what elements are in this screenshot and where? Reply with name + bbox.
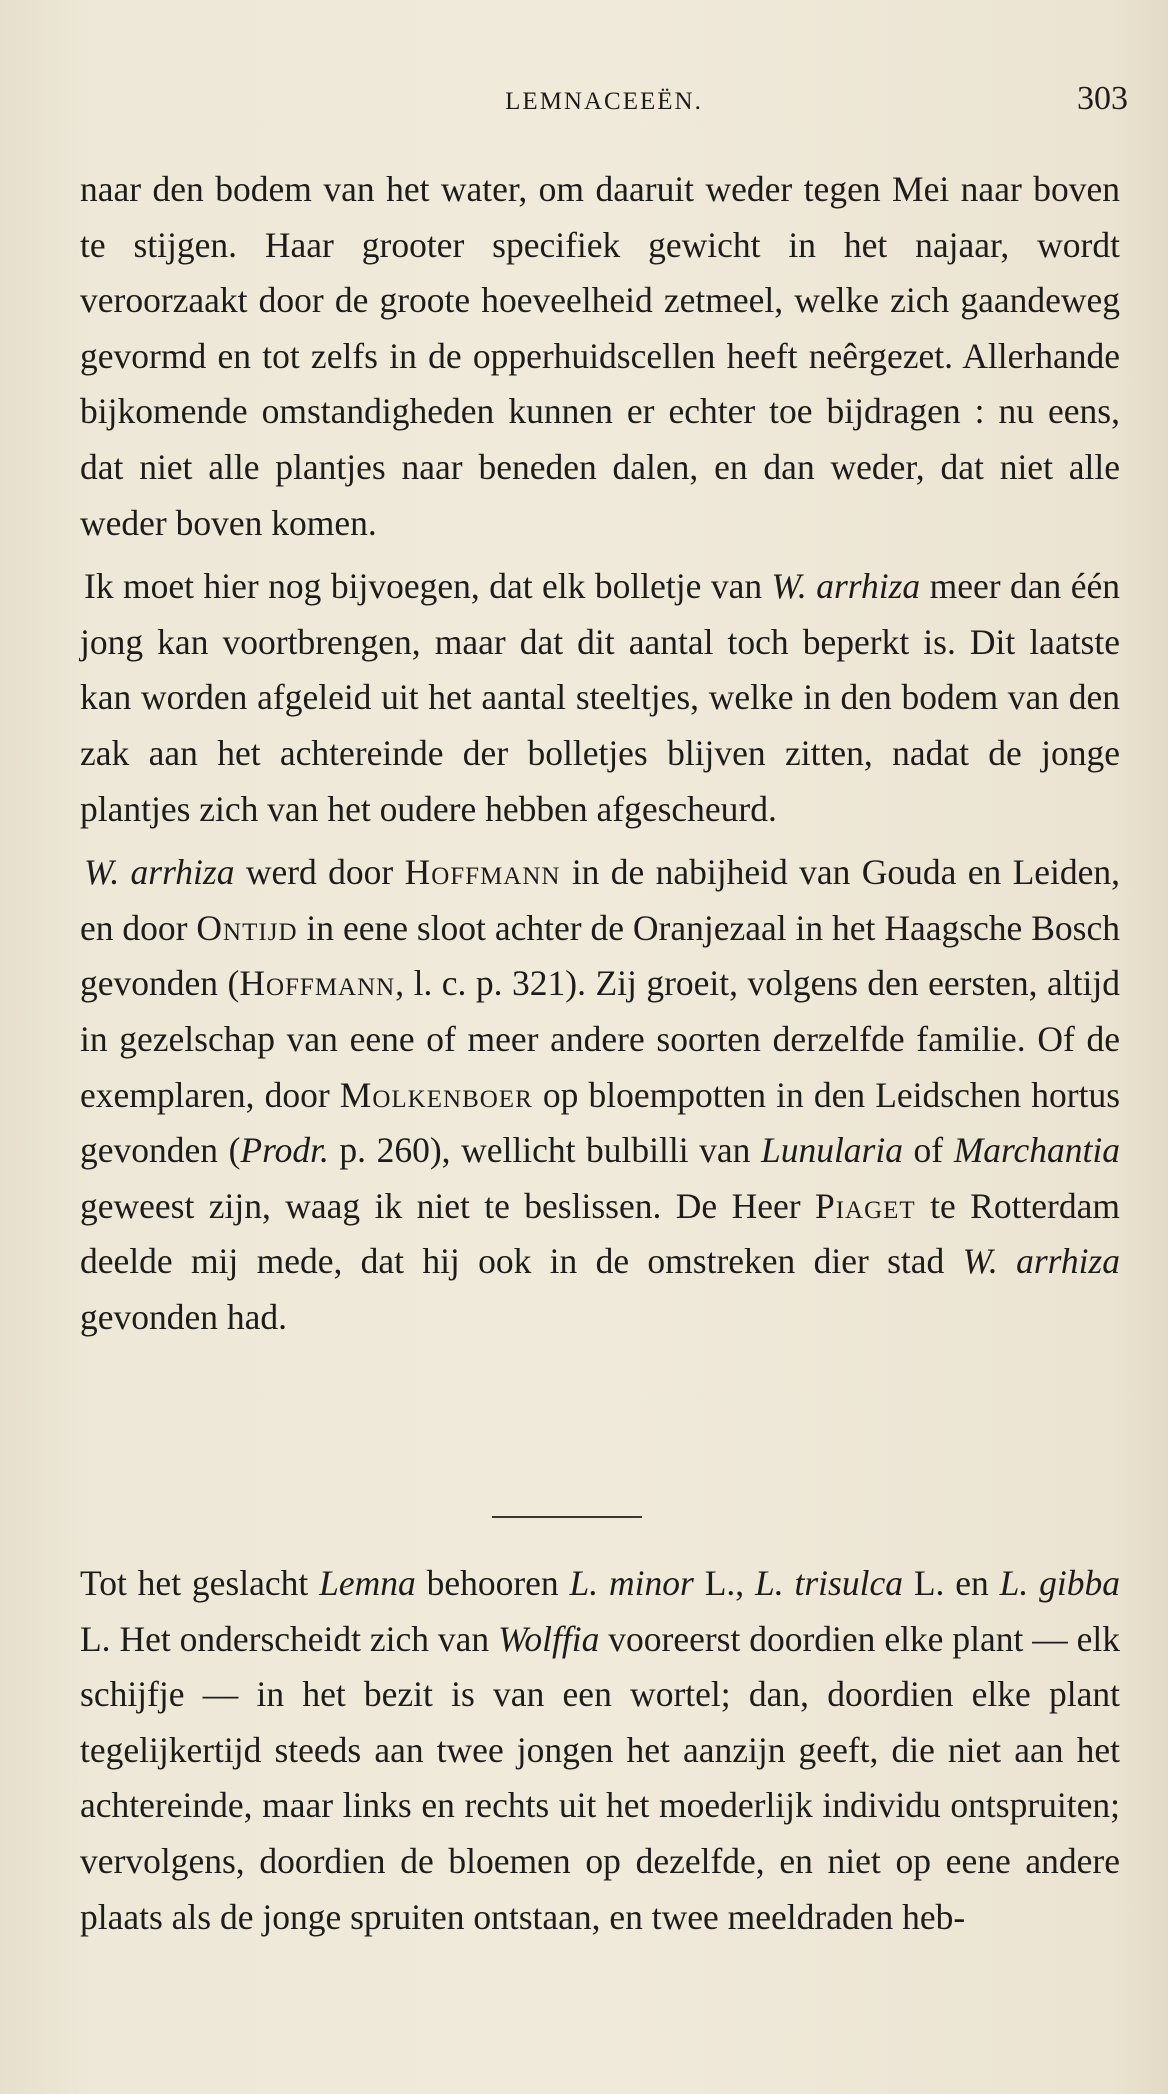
paragraph-1: naar den bodem van het water, om daaruit weder tegen Mei naar boven te stijgen. Haar grooter specifiek gewicht in het najaar, wordt veroorzaakt door de groote hoeveelheid zetmeel, welke zich gaandeweg gevormd en tot zelfs in de opperhuidscellen heeft neêrgezet. Allerhande bijkomende omstandigheden kunnen er echter toe bijdragen : nu eens, dat niet alle plantjes naar beneden dalen, en dan weder, dat niet alle weder boven komen. xyxy=(80,169,1120,543)
running-head: LEMNACEEËN. xyxy=(505,88,703,115)
section-divider xyxy=(492,1516,642,1518)
genus-name: Wolffia xyxy=(498,1618,600,1659)
species-name: L. trisulca xyxy=(755,1563,903,1603)
paragraph-3 xyxy=(80,845,1120,1345)
body-text-continued xyxy=(80,1556,1120,1945)
author-name: Ontijd xyxy=(196,907,298,948)
text-run: op bloempotten in den Leidschen hortus gevonden ( xyxy=(80,1074,1121,1171)
text-run: te Rotterdam deelde mij mede, dat hij ook in de omstreken dier stad xyxy=(80,1185,1121,1282)
text-run: meer dan één jong kan voortbrengen, maar dat dit aantal toch beperkt is. Dit laatste kan worden afgeleid uit het aantal steeltjes, welke in den bodem van den zak aan het achtereinde der bolletjes blijven zitten, nadat de jonge plantjes zich van het oudere hebben afgescheurd. xyxy=(80,566,1120,829)
species-name: L. gibba xyxy=(999,1563,1120,1603)
page-header xyxy=(80,78,1128,128)
species-name: W. arrhiza xyxy=(771,566,921,607)
genus-name: Lemna xyxy=(319,1563,416,1603)
text-run: werd door xyxy=(234,852,405,893)
paragraph-2 xyxy=(80,559,1120,837)
citation-title: Prodr. xyxy=(240,1130,329,1171)
body-text xyxy=(80,162,1120,1353)
author-name: Piaget xyxy=(814,1185,916,1226)
paragraph-4 xyxy=(80,1556,1120,1945)
text-run: gevonden had. xyxy=(80,1296,288,1337)
text-run: Tot het geslacht xyxy=(80,1563,320,1603)
text-run: in eene sloot achter de Oranjezaal in het Haagsche Bosch gevonden ( xyxy=(80,907,1120,1004)
text-run: L. en xyxy=(902,1563,1000,1603)
text-run: L. Het onderscheidt zich van xyxy=(80,1618,499,1659)
text-run: behooren xyxy=(415,1563,570,1603)
species-name: W. arrhiza xyxy=(962,1241,1120,1282)
text-run: L., xyxy=(693,1563,756,1603)
text-run: geweest zijn, waag ik niet te beslissen. De Heer xyxy=(80,1185,815,1226)
author-name: Hoffmann xyxy=(239,963,396,1004)
author-name: Hoffmann xyxy=(404,852,561,893)
species-name: W. arrhiza xyxy=(84,852,235,893)
text-run: Ik moet hier nog bijvoegen, dat elk bolletje van xyxy=(84,566,772,607)
text-run: , l. c. p. 321). Zij groeit, volgens den eersten, altijd in gezelschap van eene of meer andere soorten derzelfde familie. Of de exemplaren, door xyxy=(80,963,1120,1115)
genus-name: Marchantia xyxy=(953,1130,1120,1171)
text-run: in de nabijheid van Gouda en Leiden, en door xyxy=(80,852,1120,948)
text-run: vooreerst doordien elke plant — elk schijfje — in het bezit is van een wortel; dan, doordien elke plant tegelijkertijd steeds aan twee jongen het aanzijn geeft, die niet aan het achtereinde, maar links en rechts uit het moederlijk individu ontspruiten; vervolgens, doordien de bloemen op dezelfde, en niet op eene andere plaats als de jonge spruiten ontstaan, en twee meeldraden heb- xyxy=(80,1618,1120,1937)
author-name: Molkenboer xyxy=(339,1074,533,1115)
text-run: p. 260), wellicht bulbilli van xyxy=(328,1130,761,1171)
page-number: 303 xyxy=(1077,80,1128,117)
genus-name: Lunularia xyxy=(760,1130,903,1171)
text-run: of xyxy=(903,1130,954,1171)
species-name: L. minor xyxy=(569,1563,694,1603)
